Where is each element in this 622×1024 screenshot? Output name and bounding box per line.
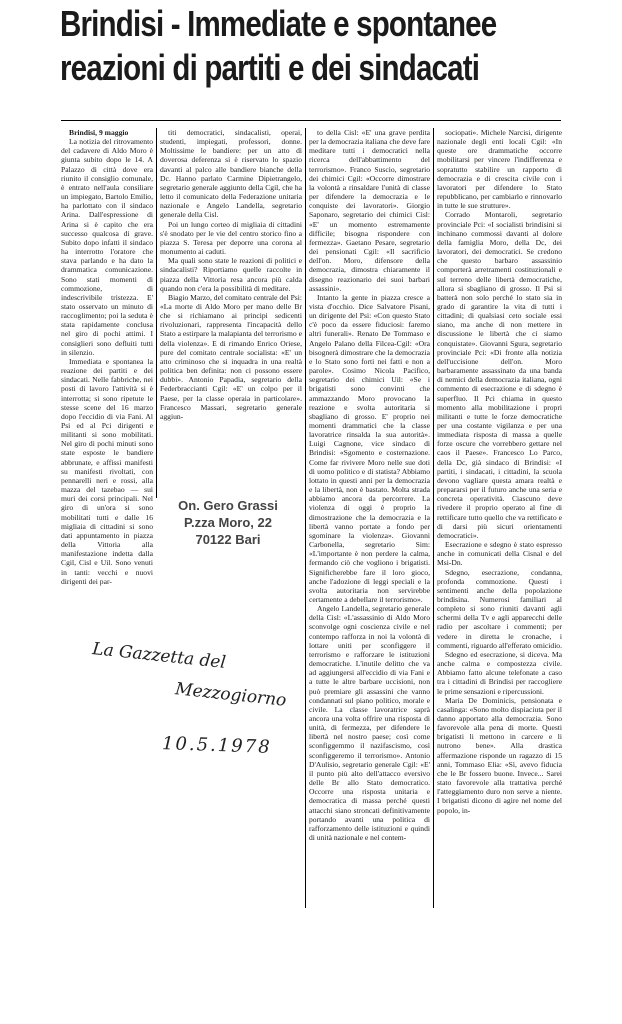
paragraph: La notizia del ritrovamento del cadavere di Aldo Moro è giunta subito dopo le 14. A Palazzo di città dove era riunito il consiglio comunale, è entrato nell'aula consiliare un impiegato, Bartolo Emilio, ha parlottato con il sindaco Arina. Dall'espressione di Arina si è capito che era successo qualcosa di grave. Subito dopo infatti il sindaco ha interrotto l'oratore che stava parlando e ha dato la drammatica comunicazione. Sono stati momenti di commozione, di indescrivibile tristezza. E' stato osservato un minuto di raccoglimento; poi la seduta è stata rapidamente conclusa nel giro di pochi attimi. I consiglieri sono defluiti tutti in silenzio. [61, 137, 153, 357]
article-column-3 [309, 128, 430, 908]
paragraph: titi democratici, sindacalisti, operai, studenti, impiegati, professori, donne. Moltissime le bandiere: per un atto di doverosa deferenza si è riservato lo spazio davanti al palco alle bandiere bianche della Dc. Hanno parlato Carmine Dipietrangelo, segretario generale aggiunto della Cgil, che ha letto il comunicato della Federazione unitaria nazionale e Angelo Landella, segretario generale della Cisl. [160, 128, 302, 220]
paragraph: Esecrazione e sdegno è stato espresso anche in comunicati della Cisnal e del Msi-Dn. [437, 540, 562, 568]
article-column-2 [160, 128, 302, 486]
paragraph: Biagio Marzo, del comitato centrale del Psi: «La morte di Aldo Moro per mano delle Br che si richiamano ai principi sedicenti rivoluzionari, rappresenta l'incapacità dello Stato a estirpare la malapianta del terrorismo e della violenza». E di rimando Enrico Oriese, pure del comitato centrale socialista: «E' un atto criminoso che si inquadra in una realtà politica ben definita: non ci possono essere dubbi». Antonio Papadia, segretario della Federbraccianti Cgil: «E' un colpo per il Paese, per la classe operaia in particolare». Francesco Massari, segretario generale aggiun- [160, 292, 302, 421]
headline-line-1: Brindisi - Immediate e spontanee [60, 3, 497, 44]
stamp-name: On. Gero Grassi [178, 498, 278, 513]
paragraph: Maria De Dominicis, pensionata e casalinga: «Sono molto dispiaciuta per il danno apportato alla democrazia. Sono favorevole alla pena di morte. Questi brigatisti li mettono in carcere e li nutrono bene». Alla drastica affermazione risponde un ragazzo di 15 anni, Tommaso Elia: «Sì, avevo fiducia che le Br fossero buone. Invece... Sarei stato favorevole alla trattativa perché l'atteggiamento duro non serve a niente. I brigatisti dicono di agire nel nome del popolo, in- [437, 695, 562, 815]
handwritten-source-line-1: La Gazzetta del [91, 639, 227, 673]
article-column-4 [437, 128, 562, 908]
paragraph: Angelo Landella, segretario generale della Cisl: «L'assassinio di Aldo Moro sconvolge ogni coscienza civile e nel contempo rafforza in noi la volontà di lottare uniti per sconfiggere il terrorismo e rafforzare le istituzioni democratiche. L'inutile delitto che va ad aggiungersi all'eccidio di via Fani e a tutte le altre barbare uccisioni, non può premiare gli assassini che vanno condannati sul piano politico, morale e civile. La classe lavoratrice saprà ancora una volta offrire una risposta di unità, di fermezza, per difendere le libertà nel nostro paese; così come sconfiggemmo il nazifascismo, così sconfiggeremo il terrorismo». Antonio D'Aulisio, segretario generale Cgil: «E' il punto più alto dell'attacco eversivo delle Br allo Stato democratico. Occorre una risposta unitaria e democratica di massa perché questi attacchi siano stroncati definitivamente portando avanti una politica di rafforzamento delle istituzioni e quindi di unità nazionale e nel contem- [309, 604, 430, 843]
stamp-city: 70122 Bari [195, 532, 261, 547]
paragraph: sociopati». Michele Narcisi, dirigente nazionale degli enti locali Cgil: «In queste ore drammatiche occorre mobilitarsi per vincere l'indifferenza e sopratutto stabilire un rapporto di democrazia e di crescita civile con i lavoratori per difendere lo Stato repubblicano, per cambiarlo e rinnovarlo in tutte le sue strutture». [437, 128, 562, 211]
paragraph: Corrado Montaroli, segretario provinciale Pci: «I socialisti brindisini si inchinano commossi davanti al dolore della famiglia Moro, della Dc, dei lavoratori, dei democratici. Se credono che questo barbaro assassinio comporterà arretramenti costituzionali e sul terreno delle libertà democratiche, allora si sbagliano di grosso. Il Psi si batterà non solo perché lo stato sia in grado di garantire la vita di tutti i cittadini; di qualsiasi ceto sociale essi siano, ma anche di non mettere in discussione le libertà che ci siamo conquistate». Giovanni Sgura, segretario provinciale Pci: «Di fronte alla notizia dell'uccisione dell'on. Moro barbaramente assassinato da una banda di nemici della democrazia italiana, ogni commento di esecrazione e di sdegno è superfluo. Il Pci chiama in questo momento alla mobilitazione i propri militanti e tutte le forze democratiche per una costante vigilanza e per una immediata risposta di massa a quelle forze oscure che vorrebbero gettare nel caos il Paese». Francesco Lo Parco, della Dc, già sindaco di Brindisi: «I partiti, i sindacati, i cittadini, la scuola devono vagliare questa amara realtà e prepararsi per il futuro anche una seria e concreta operatività. Ciascuno deve rivedere il proprio operato al fine di rettificare tutto quello che va rettificato e di darsi più sicuri orientamenti democratici». [437, 210, 562, 540]
paragraph: Sdegno, esecrazione, condanna, profonda commozione. Questi i sentimenti anche della popolazione brindisina. Numerosi familiari al completo si sono riuniti davanti agli schermi della Tv e agli apparecchi delle radio per ascoltare i commenti; per vedere in diretta le cronache, i commenti, riguardo all'efferato omicidio. [437, 567, 562, 650]
headline-rule [61, 120, 561, 121]
paragraph: Ma quali sono state le reazioni di politici e sindacalisti? Riportiamo quelle raccolte in piazza della Vittoria resa ancora più calda quando non c'era la possibilità di meditare. [160, 256, 302, 293]
dateline: Brindisi, 9 maggio [69, 128, 129, 137]
paragraph: Intanto la gente in piazza cresce a vista d'occhio. Dice Salvatore Pisani, un dirigente del Psi: «Con questo Stato c'è poco da essere fiduciosi: faremo altri funerali». Renato De Tommaso e Angelo Palano della Filcea-Cgil: «Ora bisognerà dimostrare che la democrazia e lo Stato sono forti nei fatti e non a parole». Cosimo Nicola Pacifico, segretario dei chimici Uil: «Se i brigatisti sono convinti che ammazzando Moro provocano la reazione e svolta autoritaria si sbagliano di grosso. E' proprio nei momenti drammatici che la classe lavoratrice rinsalda la sua autorità». Luigi Cagnone, vice sindaco di Brindisi: «Sgomento e costernazione. Come far rivivere Moro nelle sue doti di uomo politico e di statista? Abbiamo lottato in questi anni per la democrazia e la libertà, non è bastato. Molta strada abbiamo ancora da percorrere. La violenza di oggi è proprio la dimostrazione che la democrazia e la libertà vanno portate a fondo per sgominare la violenza». Giovanni Carbonella, segretario Sim: «L'importante è non perdere la calma, fermando ciò che vogliono i brigatisti. Significherebbe fare il loro gioco, anche l'adozione di leggi speciali e la svolta autoritaria non servirebbe certamente a debellare il terrorismo». [309, 292, 430, 604]
column-divider [433, 128, 434, 908]
article-column-1 [61, 128, 153, 908]
paragraph: Immediata e spontanea la reazione dei partiti e dei sindacati. Nelle fabbriche, nei posti di lavoro l'attività si è interrotta; si sono ripetute le stesse scene del 16 marzo dopo l'eccidio di via Fani. Al Psi ed al Pci dirigenti e militanti si sono mobilitati. Nel giro di pochi minuti sono state esposte le bandiere abbrunate, e affissi manifesti su manifesti rivoltati, con pennarelli neri e rossi, alla mazza del tazebao — sui muri dei corsi principali. Nel giro di un'ora si sono mobilitati tutti e dalle 16 migliaia di cittadini si sono dati appuntamento in piazza della Vittoria alla manifestazione indetta dalla Cgil, Cisl e Uil. Sono venuti in tanti: vecchi e nuovi dirigenti dei par- [61, 356, 153, 586]
stamp-address: P.zza Moro, 22 [184, 515, 272, 530]
headline [60, 4, 560, 89]
paragraph: Sdegno ed esecrazione, si diceva. Ma anche calma e compostezza civile. Abbiamo fatto alcune telefonate a caso tra i cittadini di Brindisi per raccogliere le prime sensazioni e ripercussioni. [437, 649, 562, 696]
paragraph: to della Cisl: «E' una grave perdita per la democrazia italiana che deve fare meditare tutti i democratici nella ricerca dell'abbattimento del terrorismo». Franco Suscio, segretario dei chimici Cgil: «Occorre dimostrare la volontà a rinsaldare l'unità di classe per difendere la democrazia e le conquiste dei lavoratori». Giorgio Saponaro, segretario dei chimici Cisl: «E' un momento estremamente difficile; bisogna rispondere con fermezza». Gaetano Pesare, segretario dei pensionati Cgil: «Il sacrificio dell'on. Moro, difensore della democrazia, dimostra chiaramente il disegno reazionario dei suoi barbari assassini». [309, 128, 430, 293]
headline-line-2: reazioni di partiti e dei sindacati [60, 47, 480, 89]
handwritten-date: 10.5.1978 [161, 733, 272, 758]
column-divider [156, 128, 157, 498]
column-divider [305, 128, 306, 908]
address-stamp [158, 497, 298, 548]
handwritten-source-line-2: Mezzogiorno [174, 679, 288, 711]
paragraph: Poi un lungo corteo di migliaia di cittadini s'è snodato per le vie del centro storico fino a piazza S. Teresa per deporre una corona al monumento ai caduti. [160, 219, 302, 257]
